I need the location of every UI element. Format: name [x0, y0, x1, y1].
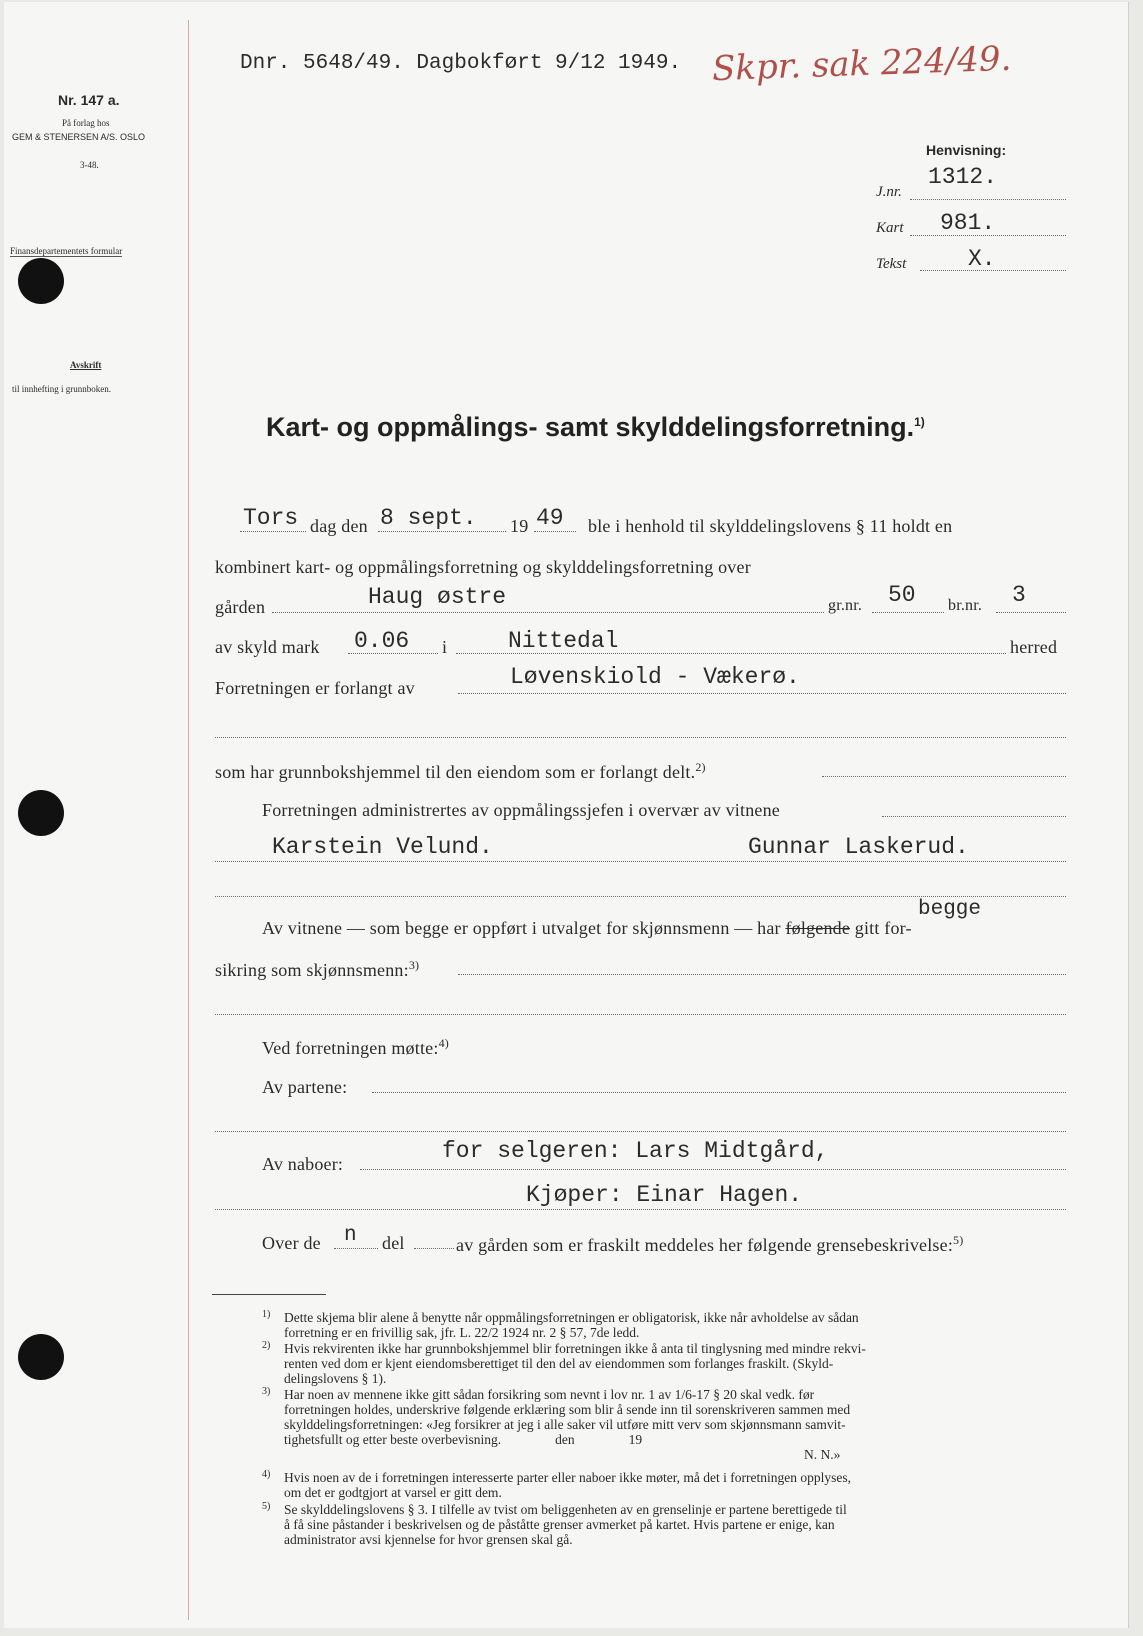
tekst-label: Tekst: [876, 256, 907, 272]
date-value: 8 sept.: [380, 505, 477, 531]
document-title: Kart- og oppmålings- samt skylddelingsforretning.$^{1)}$: [266, 412, 925, 442]
year-value: 49: [536, 505, 564, 531]
garden-fill-line: [272, 612, 824, 613]
del-label: del: [382, 1233, 405, 1253]
witness-1: Karstein Velund.: [272, 834, 493, 860]
copy-purpose: til innhefting i grunnboken.: [12, 384, 111, 394]
line1-text: ble i henhold til skylddelingslovens § 11 holdt en: [588, 516, 953, 536]
skyld-fill-line: [348, 653, 438, 654]
footnote-5-mark: 5): [262, 1501, 271, 1512]
witness-fill-line-2: [215, 896, 1066, 897]
herred-value: Nittedal: [508, 628, 619, 654]
tekst-value: X.: [968, 246, 996, 272]
form-owner: Finansdepartementets formular: [10, 246, 123, 256]
footnote-1: Dette skjema blir alene å benytte når oppmålingsforretningen er obligatorisk, ikke når avholdelse av sådan forretning er en frivillig sak, jfr. L. 22/2 1924 nr. 2 § 57, 7de ledd.: [284, 1310, 859, 1340]
footnote-5: Se skylddelingslovens § 3. I tilfelle av tvist om beliggenheten av en grenselinje er partene berettigede til å få sine påstander i beskrivelsen og de påståtte grenser avmerket på kartet. Hvis partene er enige, kan administrator avsi kjennelse for hvor grensen skal gå.: [284, 1502, 847, 1547]
punch-hole: [18, 790, 64, 836]
skyld-value: 0.06: [354, 628, 410, 654]
footnote-3: Har noen av mennene ikke gitt sådan forsikring som nevnt i lov nr. 1 av 1/6-17 § 20 skal vedk. før forretningen holdes, underskrive følgende erklæring som blir å sende inn til sorenskriveren sammen med skylddelingsforretningen: «Jeg forsikrer at jeg i alle saker vil utføre mitt verv som skjønnsmann samvit- tighetsfullt og etter beste overbevisning. den 19 N. N.»: [284, 1387, 851, 1462]
herred-label: herred: [1010, 637, 1058, 657]
herred-fill-line: [456, 653, 1006, 654]
year-fill-line: [534, 531, 576, 532]
brnr-fill-line: [996, 612, 1066, 613]
margin-rule: [188, 20, 189, 1620]
grnr-value: 50: [888, 582, 916, 608]
over-n: n: [344, 1224, 357, 1247]
grnr-label: gr.nr.: [828, 597, 863, 614]
diary-number: Dnr. 5648/49. Dagbokført 9/12 1949.: [240, 52, 682, 75]
reference-heading: Henvisning:: [926, 142, 1007, 158]
form-number: Nr. 147 a.: [58, 92, 120, 108]
publisher-name: GEM & STENERSEN A/S. OSLO: [12, 132, 146, 142]
forlangt-fill-line: [458, 693, 1066, 694]
weekday-fill-line: [240, 531, 306, 532]
motte-text: Ved forretningen møtte:$^{4)}$: [262, 1036, 449, 1058]
garden-value: Haug østre: [368, 584, 507, 610]
naboer-line-1: for selgeren: Lars Midtgård,: [442, 1138, 829, 1164]
i-label: i: [442, 637, 448, 657]
line2-text: kombinert kart- og oppmålingsforretning og skylddelingsforretning over: [215, 557, 751, 577]
over-fill-line: [334, 1248, 378, 1249]
vitner-fill-line-2: [215, 1014, 1066, 1015]
kart-value: 981.: [940, 210, 996, 236]
tekst-fill-line: [920, 270, 1066, 271]
garden-label: gården: [215, 597, 266, 617]
kart-label: Kart: [876, 220, 904, 236]
brnr-label: br.nr.: [948, 597, 983, 614]
forlangt-value: Løvenskiold - Vækerø.: [510, 664, 800, 690]
inserted-word: begge: [918, 898, 982, 921]
form-date-code: 3-48.: [80, 160, 99, 170]
punch-hole: [18, 258, 64, 304]
footnote-3-mark: 3): [262, 1386, 271, 1397]
jnr-fill-line: [910, 199, 1066, 200]
naboer-fill-line: [360, 1169, 1066, 1170]
over-text: av gården som er fraskilt meddeles her følgende grensebeskrivelse:$^{5)}$: [456, 1233, 964, 1255]
footnote-separator: [212, 1294, 326, 1295]
vitner-line2: sikring som skjønnsmenn:$^{3)}$: [215, 958, 420, 980]
partene-fill-line-2: [215, 1131, 1066, 1132]
over-label: Over de: [262, 1233, 321, 1253]
handwritten-case-no: Skpr. sak 224/49.: [711, 38, 1012, 90]
witness-fill-line: [215, 861, 1066, 862]
grnr-fill-line: [872, 612, 944, 613]
brnr-value: 3: [1012, 582, 1026, 608]
blank-fill-line: [215, 737, 1066, 738]
naboer-fill-line-2: [215, 1209, 1066, 1210]
kart-fill-line: [910, 235, 1066, 236]
naboer-label: Av naboer:: [262, 1154, 344, 1174]
footnote-2: Hvis rekvirenten ikke har grunnbokshjemmel blir forretningen ikke å anta til tinglysning med mindre rekvi- renten ved dom er kjent eiendomsberettiget til den del av eiendommen som forlanges fraskilt. (Skyld- delingslovens § 1).: [284, 1341, 866, 1386]
jnr-value: 1312.: [928, 164, 998, 190]
footnote-2-mark: 2): [262, 1340, 271, 1351]
weekday-value: Tors: [243, 505, 299, 531]
partene-fill-line: [372, 1092, 1066, 1093]
witness-2: Gunnar Laskerud.: [748, 834, 969, 860]
date-fill-line: [378, 531, 506, 532]
dag-den-label: dag den: [310, 516, 368, 536]
hjemmel-text: som har grunnbokshjemmel til den eiendom som er forlangt delt.$^{2)}$: [215, 760, 706, 782]
del-fill-line: [414, 1248, 454, 1249]
publisher-line: På forlag hos: [62, 118, 110, 128]
vitner-fill-line: [458, 974, 1066, 975]
hjemmel-fill-line: [822, 776, 1066, 777]
copy-label: Avskrift: [70, 360, 102, 370]
footnote-1-mark: 1): [262, 1309, 271, 1320]
vitner-text: Av vitnene — som begge er oppført i utvalget for skjønnsmenn — har følgende gitt for-: [262, 918, 912, 938]
admin-text: Forretningen administrertes av oppmålingssjefen i overvær av vitnene: [262, 800, 780, 820]
jnr-label: J.nr.: [876, 184, 902, 200]
forlangt-label: Forretningen er forlangt av: [215, 678, 415, 698]
naboer-line-2: Kjøper: Einar Hagen.: [526, 1182, 803, 1208]
footnote-4: Hvis noen av de i forretningen interesserte parter eller naboer ikke møter, må det i forretningen opplyses, om det er godtgjort at varsel er gitt dem.: [284, 1470, 852, 1500]
admin-fill-line: [882, 816, 1066, 817]
partene-label: Av partene:: [262, 1077, 348, 1097]
year-prefix: 19: [510, 516, 529, 536]
punch-hole: [18, 1334, 64, 1380]
skyld-label: av skyld mark: [215, 637, 320, 657]
footnote-4-mark: 4): [262, 1469, 271, 1480]
